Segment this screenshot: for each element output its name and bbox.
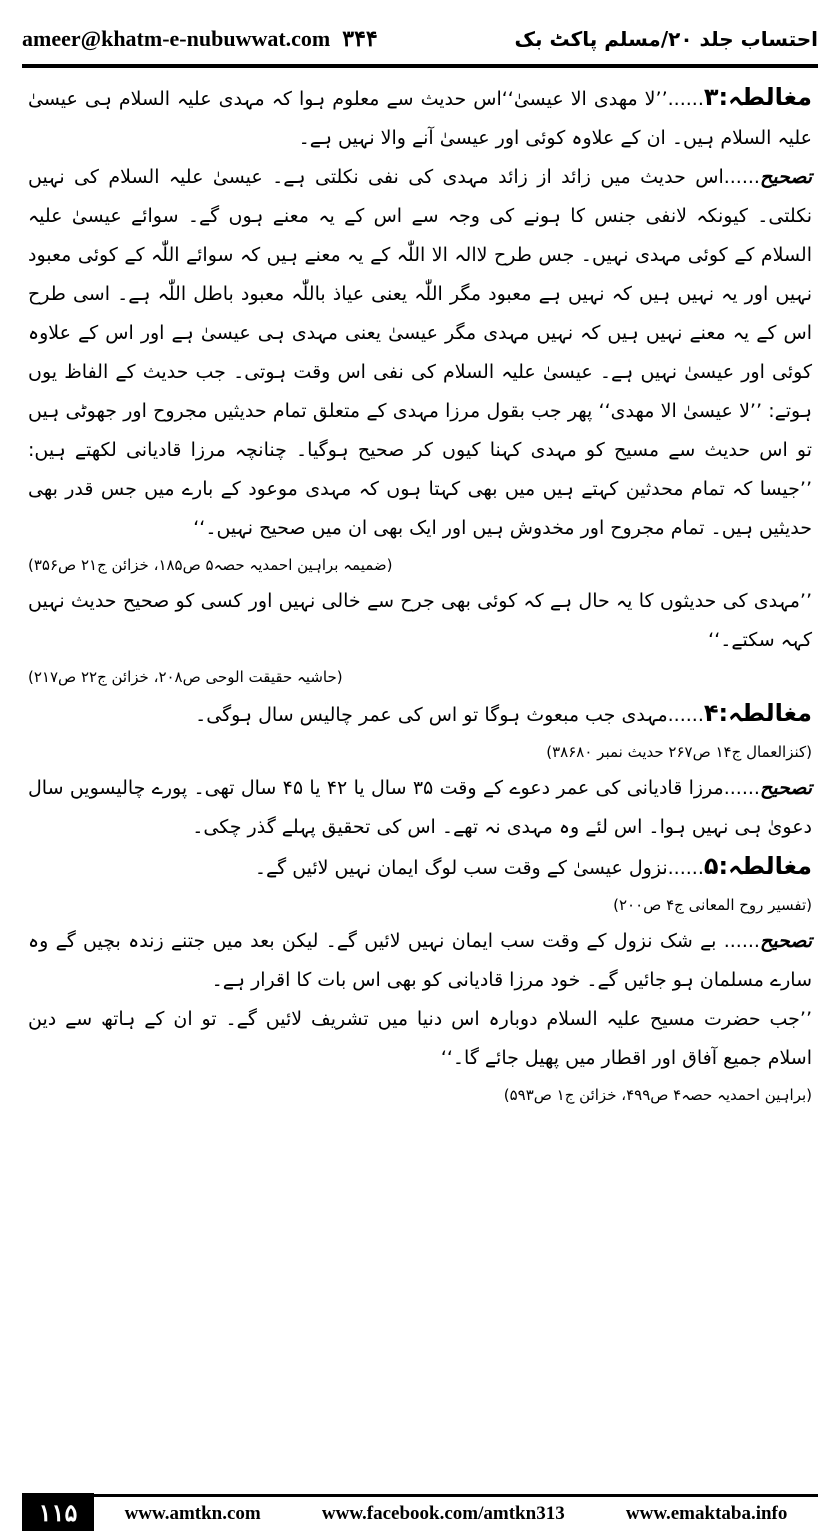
footer-links [94, 1494, 818, 1531]
header-rule [22, 64, 818, 68]
page-header [22, 18, 818, 60]
header-page-number: ۳۴۴ [342, 26, 378, 52]
tashih-3-text-1: ......اس حدیث میں زائد از زائد مہدی کی نفی نکلتی ہے۔ عیسیٰ علیہ السلام کی نہیں نکلتی۔ کیونکہ لانفی جنس کا ہونے کی وجہ سے اس کے یہ معنے ہوں گے۔ سوائے عیسیٰ علیہ السلام کے کوئی مہدی نہیں۔ جس طرح [28, 166, 813, 266]
paragraph-tashih-3 [28, 158, 812, 548]
paragraph-mughalta-3 [28, 78, 812, 158]
tashih-3-label: تصحیح [759, 166, 812, 188]
footer-link-amtkn[interactable]: www.amtkn.com [124, 1502, 261, 1524]
paragraph-tashih-5 [28, 922, 812, 1000]
footer-link-emaktaba[interactable]: www.emaktaba.info [625, 1502, 788, 1524]
tashih-4-text: ......مرزا قادیانی کی عمر دعوے کے وقت ۳۵ سال یا ۴۲ یا ۴۵ سال تھی۔ پورے چالیسویں سال دعویٰ ہی نہیں ہوا۔ اس لئے وہ مہدی نہ تھے۔ اس کی تحقیق پہلے گذر چکی۔ [28, 777, 812, 838]
reference-4: (تفسیر روح المعانی ج۴ ص۲۰۰) [613, 896, 812, 914]
header-email[interactable]: ameer@khatm-e-nubuwwat.com [22, 26, 331, 51]
mughalta-3-quote-open: ’’ [655, 88, 668, 110]
tashih-3-text-3: ‘‘ پھر جب بقول مرزا مہدی کے متعلق تمام حدیثیں مجروح اور جھوٹی ہیں تو اس حدیث سے مسیح کو مہدی کہنا کیوں کر صحیح ہوگیا۔ چنانچہ مرزا قادیانی لکھتے ہیں: ’’جیسا کہ تمام محدثین کہتے ہیں میں بھی کہتا ہوں کہ مہدی موعود کے بارے میں جس قدر بھی حدیثیں ہیں۔ تمام مجروح اور مخدوش ہیں اور ایک بھی ان میں صحیح نہیں۔‘‘ [28, 400, 812, 539]
tashih-3-text-2: کے یہ معنے ہیں کہ سوائے اللّٰہ کے کوئی معبود نہیں اور یہ نہیں ہیں کہ نہیں ہے معبود مگر اللّٰہ یعنی عیاذ باللّٰہ معبود باطل اللّٰہ ہے۔ اسی طرح اس کے یہ معنے نہیں ہیں کہ نہیں مہدی مگر عیسیٰ یعنی مہدی ہی عیسیٰ ہے اور اس کے علاوہ کوئی اور عیسیٰ نہیں ہے۔ عیسیٰ علیہ السلام کی نفی اس وقت ہوتی۔ جب حدیث کے الفاظ یوں ہوتے: ’’ [28, 244, 812, 422]
footer-page-number: ۱۱۵ [22, 1493, 94, 1531]
mughalta-3-hadith: لا مھدی الا عیسیٰ [513, 88, 656, 110]
header-left [22, 26, 378, 52]
mughalta-5-label: مغالطہ:۵ [703, 852, 812, 880]
reference-3: (کنزالعمال ج۱۴ ص۲۶۷ حدیث نمبر ۳۸۶۸۰) [546, 743, 812, 761]
footer-link-facebook[interactable]: www.facebook.com/amtkn313 [321, 1502, 565, 1524]
quote-masih-return: ’’جب حضرت مسیح علیہ السلام دوبارہ اس دنیا میں تشریف لائیں گے۔ تو ان کے ہاتھ سے دین اسلام جمیع آفاق اور اقطار میں پھیل جائے گا۔‘‘ [28, 1008, 812, 1069]
reference-5: (براہین احمدیہ حصہ۴ ص۴۹۹، خزائن ج۱ ص۵۹۳) [503, 1086, 812, 1104]
mughalta-3-text: ‘‘اس حدیث سے معلوم ہوا کہ مہدی علیہ السلام ہی عیسیٰ علیہ السلام ہیں۔ ان کے علاوہ کوئی اور عیسیٰ آنے والا نہیں ہے۔ [28, 88, 812, 149]
tashih-3-arabic-2: لا عیسیٰ الا مھدی [610, 400, 750, 422]
tashih-3-arabic-1: لاالہ الا اللّٰہ [396, 244, 488, 266]
header-book-title: احتساب جلد ۲۰/مسلم پاکٹ بک [514, 27, 818, 51]
mughalta-3-label: مغالطہ:۳ [703, 83, 812, 111]
page-footer [22, 1492, 818, 1532]
paragraph-mughalta-5 [28, 847, 812, 888]
mughalta-3-dots: ...... [667, 88, 704, 110]
page-content [28, 78, 812, 1112]
tashih-5-label: تصحیح [759, 930, 812, 952]
reference-1: (ضمیمہ براہین احمدیہ حصہ۵ ص۱۸۵، خزائن ج۲۱ ص۳۵۶) [28, 556, 393, 574]
quote-mahdi-hadith: ’’مہدی کی حدیثوں کا یہ حال ہے کہ کوئی بھی جرح سے خالی نہیں اور کسی کو صحیح حدیث نہیں کہہ سکتے۔‘‘ [28, 590, 812, 651]
mughalta-4-label: مغالطہ:۴ [703, 699, 812, 727]
reference-2: (حاشیہ حقیقت الوحی ص۲۰۸، خزائن ج۲۲ ص۲۱۷) [28, 668, 343, 686]
tashih-5-text: ...... بے شک نزول کے وقت سب ایمان نہیں لائیں گے۔ لیکن بعد میں جتنے زندہ بچیں گے وہ سارے مسلمان ہو جائیں گے۔ خود مرزا قادیانی کو بھی اس بات کا اقرار ہے۔ [28, 930, 812, 991]
mughalta-5-text: ......نزول عیسیٰ کے وقت سب لوگ ایمان نہیں لائیں گے۔ [254, 857, 704, 879]
paragraph-mughalta-4 [28, 694, 812, 735]
mughalta-4-text: ......مہدی جب مبعوث ہوگا تو اس کی عمر چالیس سال ہوگی۔ [195, 704, 704, 726]
tashih-4-label: تصحیح [759, 777, 812, 799]
paragraph-tashih-4 [28, 769, 812, 847]
